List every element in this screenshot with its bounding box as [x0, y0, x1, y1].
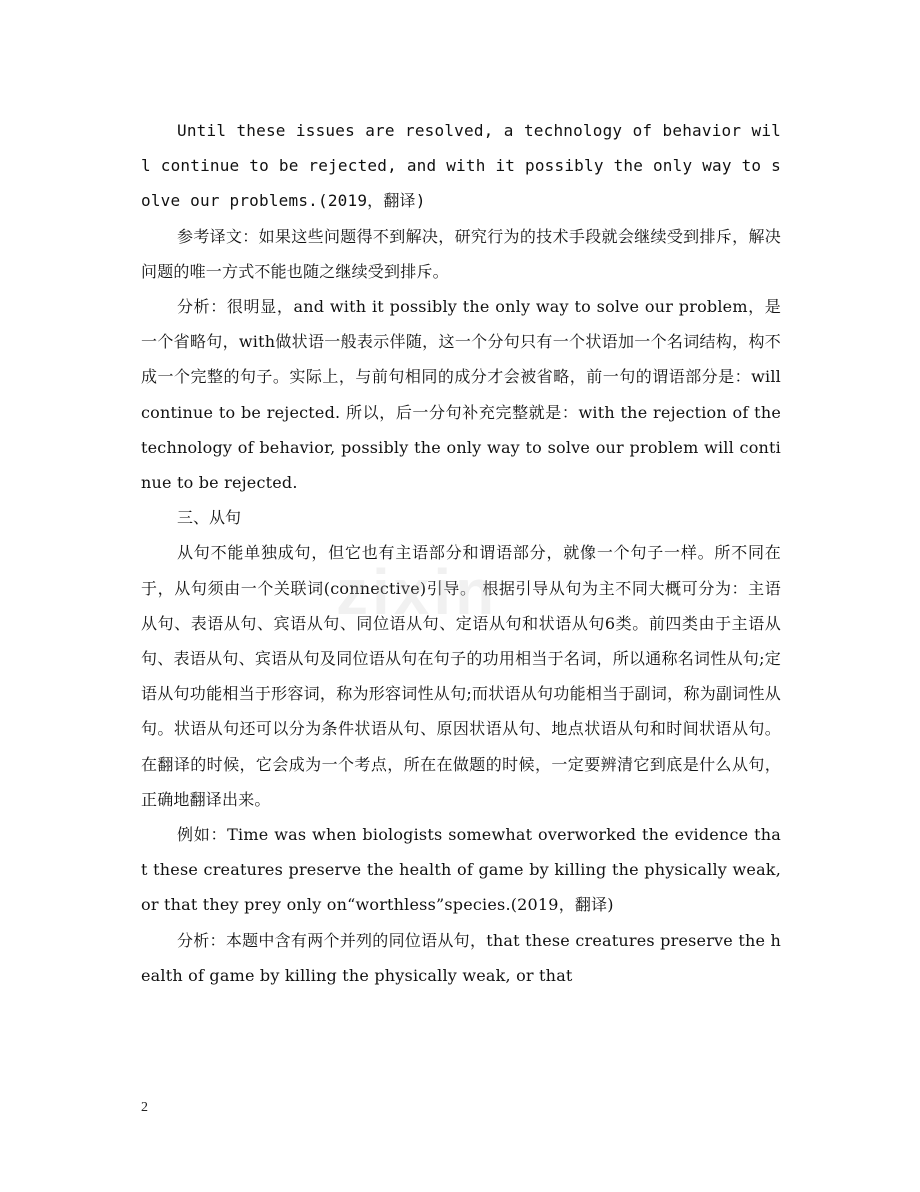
reference-translation-paragraph: 参考译文：如果这些问题得不到解决，研究行为的技术手段就会继续受到排斥，解决问题的唯一方式不能也随之继续受到排斥。 — [141, 226, 781, 281]
page-content — [141, 113, 781, 993]
analysis-paragraph-2: 分析：本题中含有两个并列的同位语从句，that these creatures preserve the health of game by killing the physically weak, or that — [141, 930, 781, 985]
section-heading: 三、从句 — [177, 508, 242, 528]
example-paragraph: 例如：Time was when biologists somewhat overworked the evidence that these creatures preserve the health of game by killing the physically weak,or that they prey only on“worthless”species.(2019，翻译) — [141, 825, 781, 915]
analysis-paragraph: 分析：很明显，and with it possibly the only way to solve our problem，是一个省略句，with做状语一般表示伴随，这一个分句只有一个状语加一个名词结构，构不成一个完整的句子。实际上，与前句相同的成分才会被省略，前一句的谓语部分是：will continue to be rejected. 所以，后一分句补充完整就是：with the rejection of the technology of behavior, possibly the only way to solve our problem will continue to be rejected. — [141, 297, 781, 493]
example-sentence-paragraph: Until these issues are resolved, a technology of behavior will continue to be rejected, and with it possibly the only way to solve our problems.(2019，翻译) — [141, 121, 781, 211]
page-number: 2 — [141, 1100, 148, 1115]
watermark-text: zixin — [336, 556, 499, 628]
clause-intro-paragraph: 从句不能单独成句，但它也有主语部分和谓语部分，就像一个句子一样。所不同在于，从句须由一个关联词(connective)引导。 根据引导从句为主不同大概可分为：主语从句、表语从句、宾语从句、同位语从句、定语从句和状语从句6类。前四类由于主语从句、表语从句、宾语从句及同位语从句在句子的功用相当于名词，所以通称名词性从句;定语从句功能相当于形容词，称为形容词性从句;而状语从句功能相当于副词，称为副词性从句。状语从句还可以分为条件状语从句、原因状语从句、地点状语从句和时间状语从句。在翻译的时候，它会成为一个考点，所在在做题的时候，一定要辨清它到底是什么从句，正确地翻译出来。 — [141, 543, 781, 809]
